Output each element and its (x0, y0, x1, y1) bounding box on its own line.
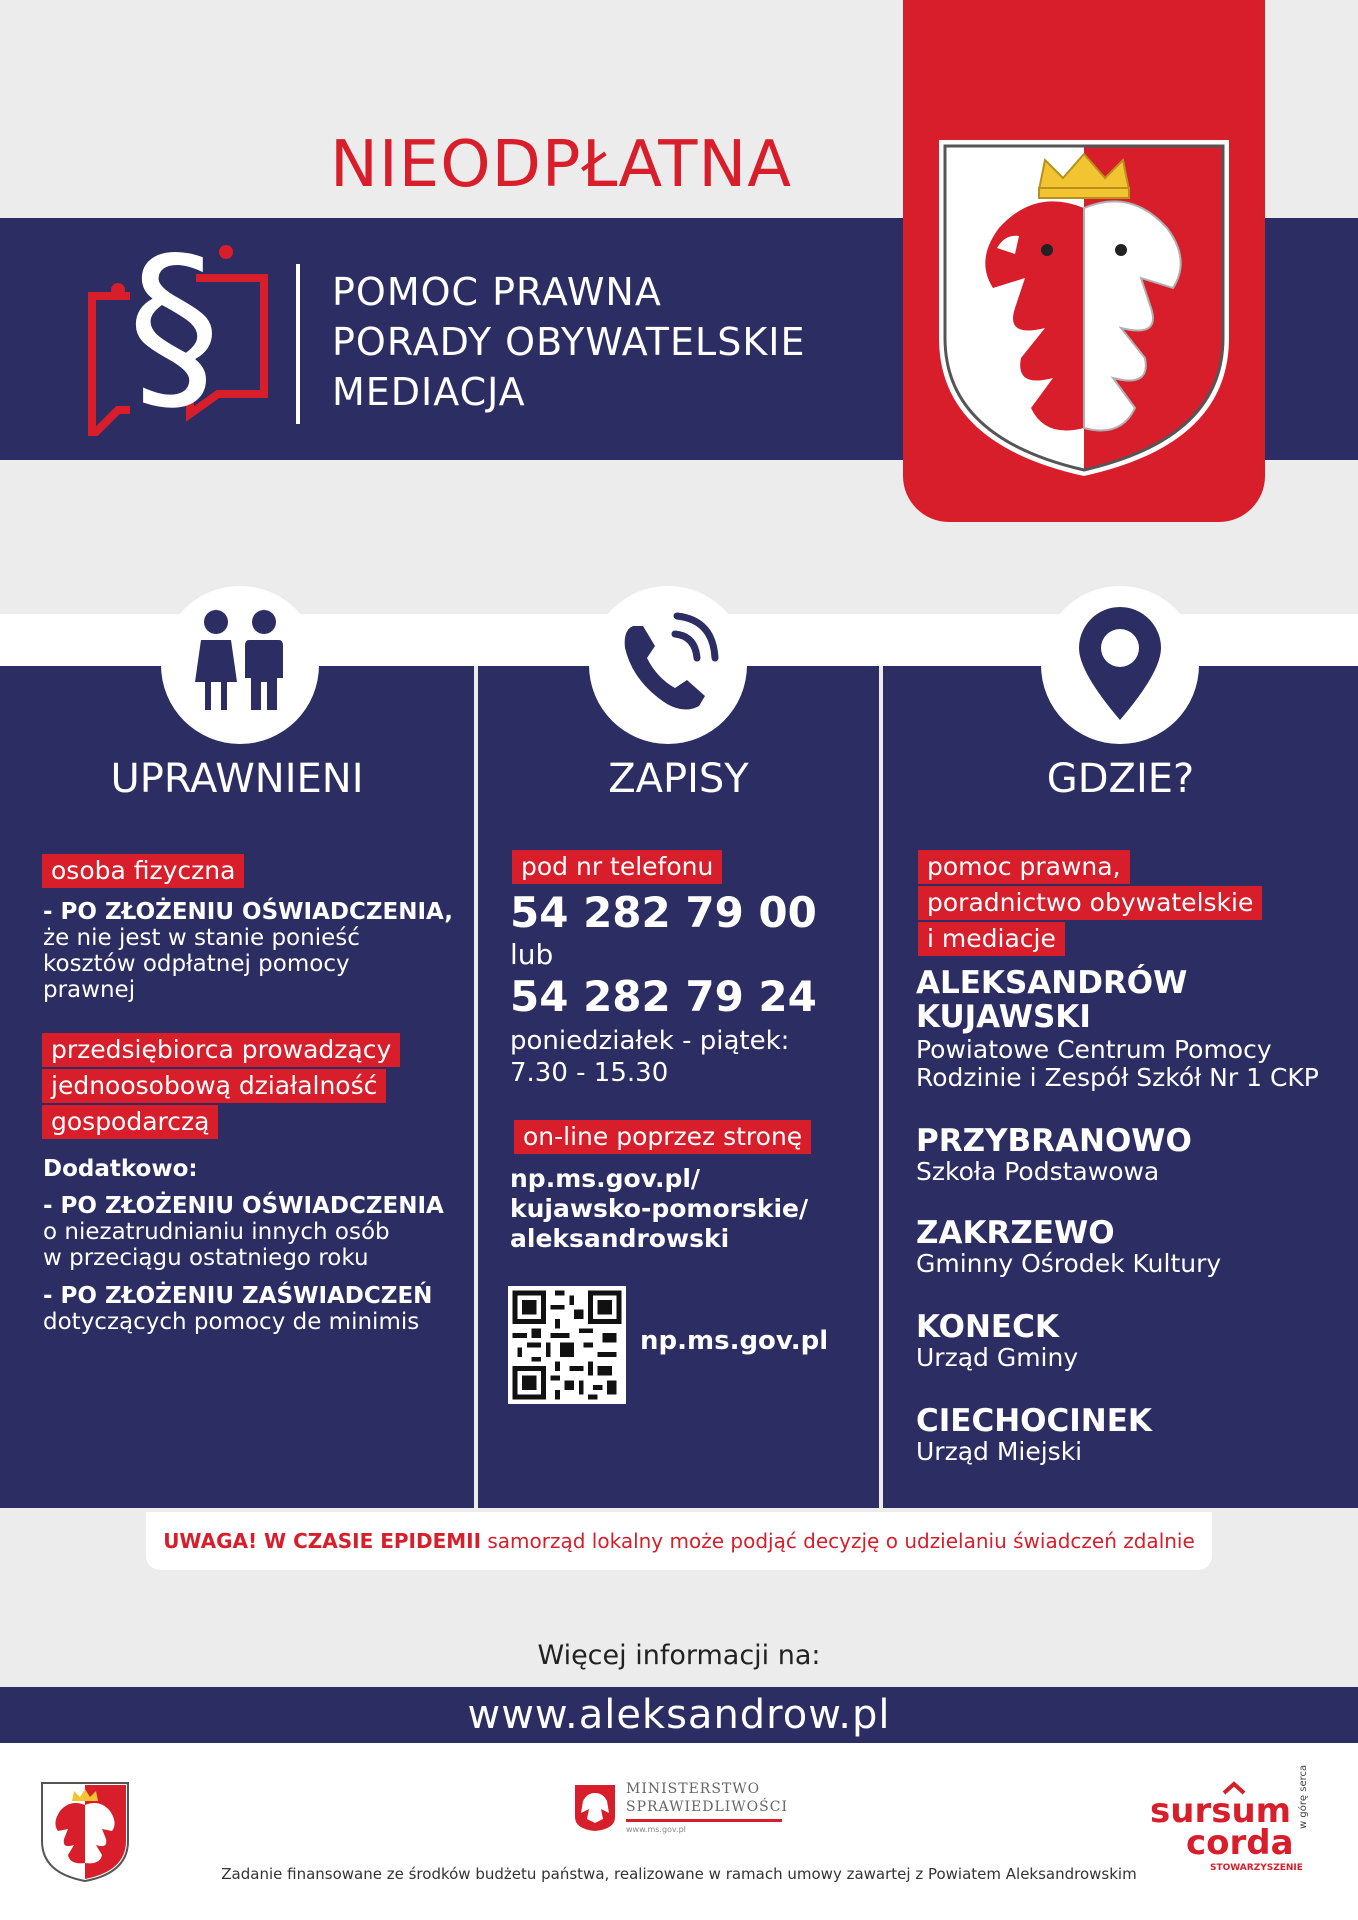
tag-service-type: poradnictwo obywatelskie (918, 886, 1262, 920)
opening-hours: 7.30 - 15.30 (510, 1058, 669, 1088)
paragraph-speech-bubbles-icon (78, 236, 278, 436)
website-link[interactable]: www.aleksandrow.pl (467, 1692, 891, 1738)
url-band (0, 1687, 1358, 1743)
notice-warning: UWAGA! W CZASIE EPIDEMII (163, 1529, 482, 1553)
condition-statement: - PO ZŁOŻENIU ZAŚWIADCZEŃ (43, 1283, 433, 1309)
tag-by-phone: pod nr telefonu (512, 850, 722, 884)
headline: NIEODPŁATNA (330, 128, 792, 202)
column-title-gdzie: GDZIE? (1046, 756, 1195, 802)
location-venue: Powiatowe Centrum Pomocy (916, 1035, 1272, 1064)
phone-or-label: lub (510, 938, 554, 971)
footer (0, 1743, 1358, 1920)
location-city: KUJAWSKI (916, 999, 1091, 1035)
notice-text (146, 1512, 1212, 1570)
tag-service-type: i mediacje (918, 922, 1065, 956)
phone-number-1[interactable]: 54 282 79 00 (510, 888, 817, 937)
location-pin-icon-circle (1041, 586, 1199, 744)
location-venue: Szkoła Podstawowa (916, 1157, 1160, 1186)
location-city: ZAKRZEWO (916, 1215, 1115, 1251)
location-pin-icon (1041, 586, 1199, 744)
people-icon-circle (161, 586, 319, 744)
location-city: PRZYBRANOWO (916, 1123, 1192, 1159)
svg-text:§: § (127, 236, 221, 434)
tag-entrepreneur: przedsiębiorca prowadzący (42, 1033, 400, 1067)
condition-statement: - PO ZŁOŻENIU OŚWIADCZENIA (43, 1193, 444, 1219)
chevron-up-icon (1222, 1781, 1246, 1795)
tag-entrepreneur: gospodarczą (42, 1105, 218, 1139)
registration-url-line[interactable]: aleksandrowski (510, 1224, 730, 1253)
location-venue: Rodzinie i Zespół Szkół Nr 1 CKP (916, 1063, 1319, 1092)
sursum-corda-logo-sursum: sursum (1150, 1791, 1292, 1831)
services-divider (296, 264, 300, 424)
condition-text: że nie jest w stanie ponieść (43, 925, 360, 951)
funding-statement: Zadanie finansowane ze środków budżetu państwa, realizowane w ramach umowy zawartej z Powiatem Aleksandrowskim (221, 1865, 1137, 1883)
tag-natural-person: osoba fizyczna (42, 854, 244, 888)
opening-days: poniedziałek - piątek: (510, 1026, 790, 1056)
location-city: CIECHOCINEK (916, 1403, 1152, 1439)
tag-entrepreneur: jednoosobową działalność (42, 1069, 386, 1103)
more-info-label: Więcej informacji na: (537, 1640, 821, 1671)
location-city: ALEKSANDRÓW (916, 965, 1188, 1001)
registration-url-line[interactable]: kujawsko-pomorskie/ (510, 1194, 809, 1223)
column-title-zapisy: ZAPISY (608, 756, 749, 802)
ministry-underline (626, 1819, 782, 1822)
service-legal-aid: POMOC PRAWNA (332, 270, 662, 314)
tag-online: on-line poprzez stronę (514, 1120, 811, 1154)
ministry-name-line2: SPRAWIEDLIWOŚCI (626, 1799, 788, 1815)
aleksandrow-eagle-crest (935, 138, 1233, 476)
tag-service-type: pomoc prawna, (918, 850, 1130, 884)
ministry-url: www.ms.gov.pl (626, 1825, 686, 1834)
location-venue: Gminny Ośrodek Kultury (916, 1249, 1222, 1278)
phone-number-2[interactable]: 54 282 79 24 (510, 972, 817, 1021)
condition-text: kosztów odpłatnej pomocy (43, 951, 350, 977)
condition-text: w przeciągu ostatniego roku (43, 1245, 369, 1271)
sursum-corda-tagline: w górę serca (1298, 1764, 1309, 1829)
service-mediation: MEDIACJA (332, 370, 526, 414)
condition-text: o niezatrudnianiu innych osób (43, 1219, 390, 1245)
ministry-name-line1: MINISTERSTWO (626, 1781, 761, 1797)
sursum-corda-association: STOWARZYSZENIE (1210, 1863, 1303, 1873)
condition-text: dotyczących pomocy de minimis (43, 1309, 420, 1335)
service-civic-advice: PORADY OBYWATELSKIE (332, 320, 806, 364)
notice-message: samorząd lokalny może podjąć decyzję o udzielaniu świadczeń zdalnie (481, 1529, 1195, 1553)
location-venue: Urząd Miejski (916, 1437, 1083, 1466)
polish-eagle-emblem (573, 1783, 617, 1833)
location-venue: Urząd Gminy (916, 1343, 1079, 1372)
qr-code-icon[interactable] (508, 1286, 626, 1404)
qr-code-label[interactable]: np.ms.gov.pl (640, 1326, 829, 1356)
condition-text: prawnej (43, 977, 136, 1003)
additional-label: Dodatkowo: (43, 1156, 198, 1182)
location-city: KONECK (916, 1309, 1059, 1345)
registration-url-line[interactable]: np.ms.gov.pl/ (510, 1164, 701, 1193)
phone-icon-circle (589, 586, 747, 744)
people-icon (161, 586, 319, 744)
column-title-uprawnieni: UPRAWNIENI (110, 756, 364, 802)
epidemic-notice (146, 1512, 1212, 1570)
condition-statement: - PO ZŁOŻENIU OŚWIADCZENIA, (43, 899, 454, 925)
sursum-corda-logo-corda: corda (1186, 1823, 1294, 1863)
phone-icon (589, 586, 747, 744)
